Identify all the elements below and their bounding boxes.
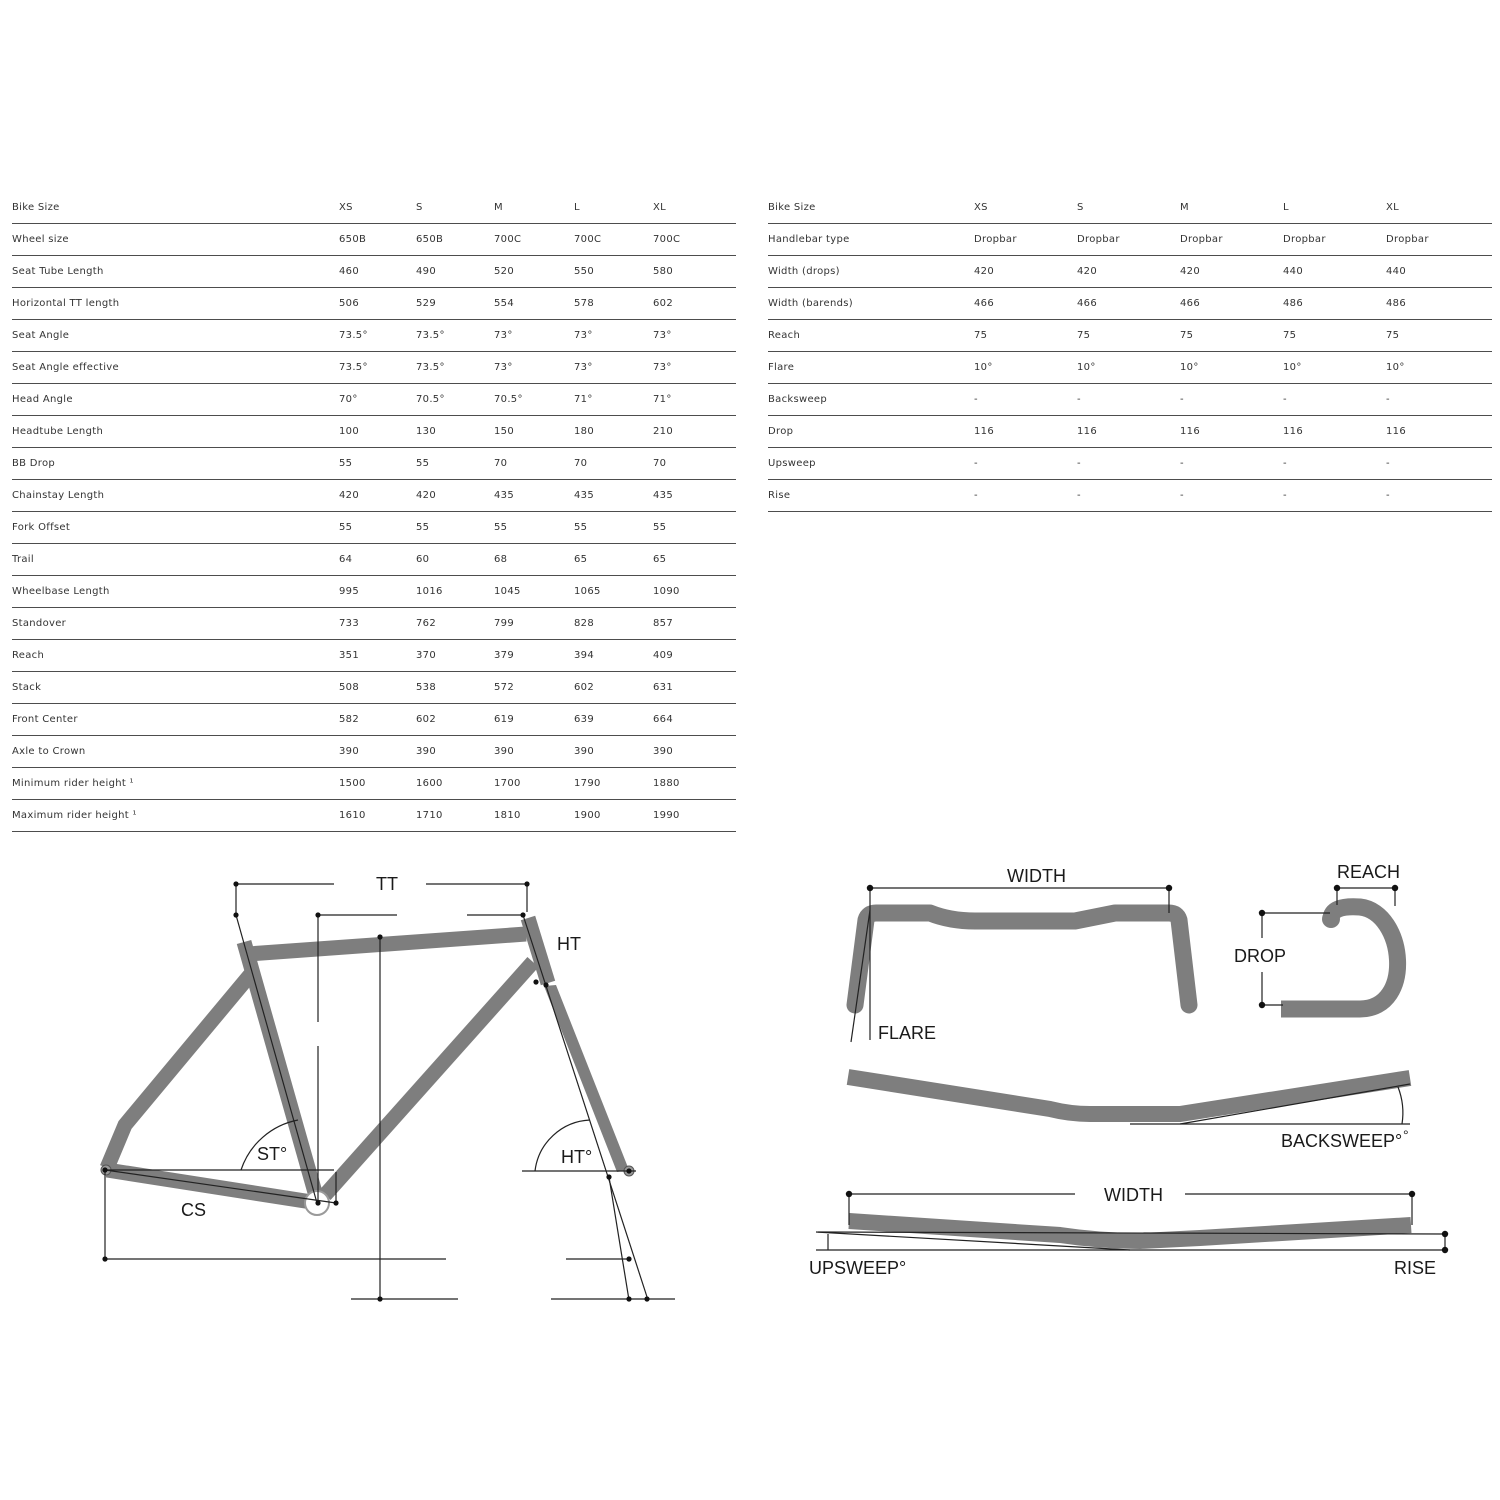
table-cell: 506 (339, 288, 416, 320)
column-header-size: S (416, 192, 494, 224)
table-cell: 70.5° (494, 384, 574, 416)
table-cell: 508 (339, 672, 416, 704)
drop-label: DROP (1234, 946, 1287, 966)
table-cell: 420 (974, 256, 1077, 288)
table-cell: 420 (339, 480, 416, 512)
table-cell: 75 (1386, 320, 1492, 352)
fork (544, 985, 629, 1172)
table-row (768, 416, 1492, 448)
table-cell: 60 (416, 544, 494, 576)
table-cell: 700C (574, 224, 653, 256)
table-row (768, 288, 1492, 320)
table-cell: 73° (653, 352, 736, 384)
table-cell: 602 (653, 288, 736, 320)
column-header-size: M (1180, 192, 1283, 224)
table-row (12, 416, 736, 448)
tt-label: TT (376, 874, 398, 894)
table-cell: 700C (494, 224, 574, 256)
row-label: Head Angle (12, 384, 339, 416)
table-row (12, 704, 736, 736)
table-row (12, 544, 736, 576)
table-cell: 100 (339, 416, 416, 448)
row-label: Seat Angle effective (12, 352, 339, 384)
table-cell: 602 (416, 704, 494, 736)
table-cell: 619 (494, 704, 574, 736)
row-label: Width (drops) (768, 256, 974, 288)
table-cell: - (1180, 384, 1283, 416)
top-tube (248, 934, 526, 954)
row-label: Stack (12, 672, 339, 704)
row-label: Headtube Length (12, 416, 339, 448)
table-row (768, 320, 1492, 352)
column-header-size: L (1283, 192, 1386, 224)
table-cell: 55 (416, 512, 494, 544)
row-label: Axle to Crown (12, 736, 339, 768)
table-cell: 75 (1180, 320, 1283, 352)
table-cell: 75 (974, 320, 1077, 352)
dropbar-front-view (855, 913, 1189, 1005)
table-cell: 73° (574, 320, 653, 352)
table-cell: - (974, 384, 1077, 416)
table-cell: 180 (574, 416, 653, 448)
table-row (12, 608, 736, 640)
table-row (768, 256, 1492, 288)
table-cell: 55 (339, 512, 416, 544)
table-header-row (768, 192, 1492, 224)
table-cell: 73° (574, 352, 653, 384)
column-header-size: XL (1386, 192, 1492, 224)
table-cell: - (1386, 384, 1492, 416)
table-cell: 73° (653, 320, 736, 352)
row-label: Chainstay Length (12, 480, 339, 512)
column-header-label: Bike Size (12, 192, 339, 224)
table-cell: 828 (574, 608, 653, 640)
ht-label: HT (557, 934, 581, 954)
table-cell: 210 (653, 416, 736, 448)
table-cell: 440 (1283, 256, 1386, 288)
table-cell: 73.5° (339, 352, 416, 384)
table-row (12, 672, 736, 704)
table-cell: 71° (574, 384, 653, 416)
column-header-size: XS (339, 192, 416, 224)
table-cell: Dropbar (974, 224, 1077, 256)
table-cell: 602 (574, 672, 653, 704)
table-cell: 1065 (574, 576, 653, 608)
table-cell: 73.5° (339, 320, 416, 352)
table-cell: 435 (653, 480, 736, 512)
table-row (12, 384, 736, 416)
table-cell: - (1386, 480, 1492, 512)
row-label: Drop (768, 416, 974, 448)
table-cell: 582 (339, 704, 416, 736)
table-cell: 1045 (494, 576, 574, 608)
table-cell: 10° (1283, 352, 1386, 384)
table-cell: 538 (416, 672, 494, 704)
table-cell: Dropbar (1386, 224, 1492, 256)
table-cell: 490 (416, 256, 494, 288)
table-cell: 68 (494, 544, 574, 576)
row-label: Front Center (12, 704, 339, 736)
table-cell: 55 (653, 512, 736, 544)
flare-label: FLARE (878, 1023, 937, 1043)
table-cell: 486 (1386, 288, 1492, 320)
table-cell: 420 (1077, 256, 1180, 288)
handlebar-geometry-table (768, 192, 1492, 512)
column-header-label: Bike Size (768, 192, 974, 224)
table-row (12, 800, 736, 832)
table-cell: 390 (416, 736, 494, 768)
row-label: Trail (12, 544, 339, 576)
table-cell: 733 (339, 608, 416, 640)
row-label: Upsweep (768, 448, 974, 480)
table-cell: Dropbar (1283, 224, 1386, 256)
frame-diagram (101, 874, 675, 1302)
table-cell: 10° (1386, 352, 1492, 384)
row-label: Reach (12, 640, 339, 672)
table-cell: 75 (1283, 320, 1386, 352)
table-cell: 116 (1077, 416, 1180, 448)
table-cell: 70 (494, 448, 574, 480)
table-cell: 70 (574, 448, 653, 480)
table-cell: 420 (416, 480, 494, 512)
table-cell: 73.5° (416, 320, 494, 352)
table-row (12, 480, 736, 512)
table-row (12, 352, 736, 384)
table-cell: 700C (653, 224, 736, 256)
seatstay (107, 975, 250, 1168)
table-cell: - (1077, 448, 1180, 480)
table-cell: 435 (574, 480, 653, 512)
table-cell: 857 (653, 608, 736, 640)
table-cell: - (974, 448, 1077, 480)
row-label: Handlebar type (768, 224, 974, 256)
row-label: BB Drop (12, 448, 339, 480)
table-row (12, 224, 736, 256)
row-label: Wheel size (12, 224, 339, 256)
table-cell: 73° (494, 352, 574, 384)
table-cell: 70° (339, 384, 416, 416)
table-cell: Dropbar (1180, 224, 1283, 256)
table-row (768, 384, 1492, 416)
table-cell: 390 (653, 736, 736, 768)
down-tube (325, 962, 533, 1195)
table-cell: - (1283, 480, 1386, 512)
table-row (768, 448, 1492, 480)
table-cell: 1810 (494, 800, 574, 832)
frame-tubes (107, 918, 629, 1203)
table-cell: 529 (416, 288, 494, 320)
table-row (768, 352, 1492, 384)
table-cell: 71° (653, 384, 736, 416)
table-cell: 390 (494, 736, 574, 768)
table-cell: 116 (1283, 416, 1386, 448)
row-label: Standover (12, 608, 339, 640)
table-row (12, 448, 736, 480)
table-cell: 1990 (653, 800, 736, 832)
row-label: Reach (768, 320, 974, 352)
table-row (12, 512, 736, 544)
table-cell: 370 (416, 640, 494, 672)
table-cell: 1090 (653, 576, 736, 608)
geometry-diagrams (0, 840, 1500, 1310)
table-cell: - (1077, 384, 1180, 416)
table-cell: 55 (339, 448, 416, 480)
table-row (12, 256, 736, 288)
ht-angle-label: HT° (561, 1147, 593, 1167)
table-cell: 65 (574, 544, 653, 576)
table-cell: 1600 (416, 768, 494, 800)
table-cell: 435 (494, 480, 574, 512)
table-cell: 631 (653, 672, 736, 704)
table-cell: - (974, 480, 1077, 512)
column-header-size: M (494, 192, 574, 224)
table-cell: 1016 (416, 576, 494, 608)
table-cell: 1700 (494, 768, 574, 800)
table-cell: 664 (653, 704, 736, 736)
table-cell: 55 (494, 512, 574, 544)
table-cell: 995 (339, 576, 416, 608)
table-cell: 572 (494, 672, 574, 704)
table-cell: 580 (653, 256, 736, 288)
table-cell: 116 (1180, 416, 1283, 448)
table-cell: 466 (1077, 288, 1180, 320)
table-cell: 799 (494, 608, 574, 640)
table-cell: 75 (1077, 320, 1180, 352)
table-header-row (12, 192, 736, 224)
row-label: Horizontal TT length (12, 288, 339, 320)
table-cell: - (1283, 448, 1386, 480)
table-cell: 420 (1180, 256, 1283, 288)
table-cell: 466 (974, 288, 1077, 320)
table-cell: 73° (494, 320, 574, 352)
handlebar-diagram (809, 862, 1448, 1278)
table-cell: 460 (339, 256, 416, 288)
table-cell: 10° (1077, 352, 1180, 384)
table-cell: 55 (416, 448, 494, 480)
row-label: Seat Angle (12, 320, 339, 352)
table-row (768, 224, 1492, 256)
table-cell: 650B (339, 224, 416, 256)
row-label: Minimum rider height ¹ (12, 768, 339, 800)
table-row (12, 768, 736, 800)
table-cell: 1610 (339, 800, 416, 832)
table-row (12, 736, 736, 768)
table-cell: 1710 (416, 800, 494, 832)
table-cell: 486 (1283, 288, 1386, 320)
table-cell: 10° (974, 352, 1077, 384)
table-cell: 65 (653, 544, 736, 576)
table-cell: 116 (1386, 416, 1492, 448)
row-label: Backsweep (768, 384, 974, 416)
row-label: Wheelbase Length (12, 576, 339, 608)
table-cell: 390 (574, 736, 653, 768)
table-cell: 650B (416, 224, 494, 256)
backsweep-degree-label: ° (1403, 1127, 1409, 1143)
table-cell: 1880 (653, 768, 736, 800)
row-label: Seat Tube Length (12, 256, 339, 288)
table-cell: - (1077, 480, 1180, 512)
table-cell: 466 (1180, 288, 1283, 320)
table-cell: 64 (339, 544, 416, 576)
table-cell: 520 (494, 256, 574, 288)
table-row (12, 640, 736, 672)
column-header-size: XS (974, 192, 1077, 224)
row-label: Maximum rider height ¹ (12, 800, 339, 832)
reach-label: REACH (1337, 862, 1401, 882)
table-cell: - (1180, 480, 1283, 512)
table-cell: 10° (1180, 352, 1283, 384)
table-cell: 1790 (574, 768, 653, 800)
table-cell: - (1180, 448, 1283, 480)
backsweep-label: BACKSWEEP° (1281, 1131, 1403, 1151)
rise-label: RISE (1394, 1258, 1437, 1278)
row-label: Width (barends) (768, 288, 974, 320)
table-cell: 130 (416, 416, 494, 448)
frame-geometry-table (12, 192, 736, 832)
table-row (12, 288, 736, 320)
table-cell: Dropbar (1077, 224, 1180, 256)
column-header-size: XL (653, 192, 736, 224)
cs-label: CS (181, 1200, 207, 1220)
width-bottom-label: WIDTH (1104, 1185, 1163, 1205)
table-cell: 394 (574, 640, 653, 672)
table-cell: 550 (574, 256, 653, 288)
table-cell: 351 (339, 640, 416, 672)
width-top-label: WIDTH (1007, 866, 1066, 886)
table-cell: 440 (1386, 256, 1492, 288)
table-cell: 70 (653, 448, 736, 480)
row-label: Flare (768, 352, 974, 384)
table-cell: 578 (574, 288, 653, 320)
table-cell: - (1386, 448, 1492, 480)
table-cell: - (1283, 384, 1386, 416)
st-angle-label: ST° (257, 1144, 288, 1164)
table-cell: 70.5° (416, 384, 494, 416)
column-header-size: S (1077, 192, 1180, 224)
table-cell: 1900 (574, 800, 653, 832)
table-row (12, 576, 736, 608)
bar-top-view (848, 1077, 1410, 1114)
table-cell: 409 (653, 640, 736, 672)
upsweep-label: UPSWEEP° (809, 1258, 907, 1278)
table-row (768, 480, 1492, 512)
table-cell: 762 (416, 608, 494, 640)
table-cell: 390 (339, 736, 416, 768)
table-cell: 116 (974, 416, 1077, 448)
row-label: Fork Offset (12, 512, 339, 544)
table-cell: 73.5° (416, 352, 494, 384)
table-cell: 55 (574, 512, 653, 544)
table-row (12, 320, 736, 352)
table-cell: 639 (574, 704, 653, 736)
column-header-size: L (574, 192, 653, 224)
table-cell: 150 (494, 416, 574, 448)
table-cell: 554 (494, 288, 574, 320)
bar-rise-view (849, 1221, 1411, 1241)
table-cell: 1500 (339, 768, 416, 800)
row-label: Rise (768, 480, 974, 512)
table-cell: 379 (494, 640, 574, 672)
